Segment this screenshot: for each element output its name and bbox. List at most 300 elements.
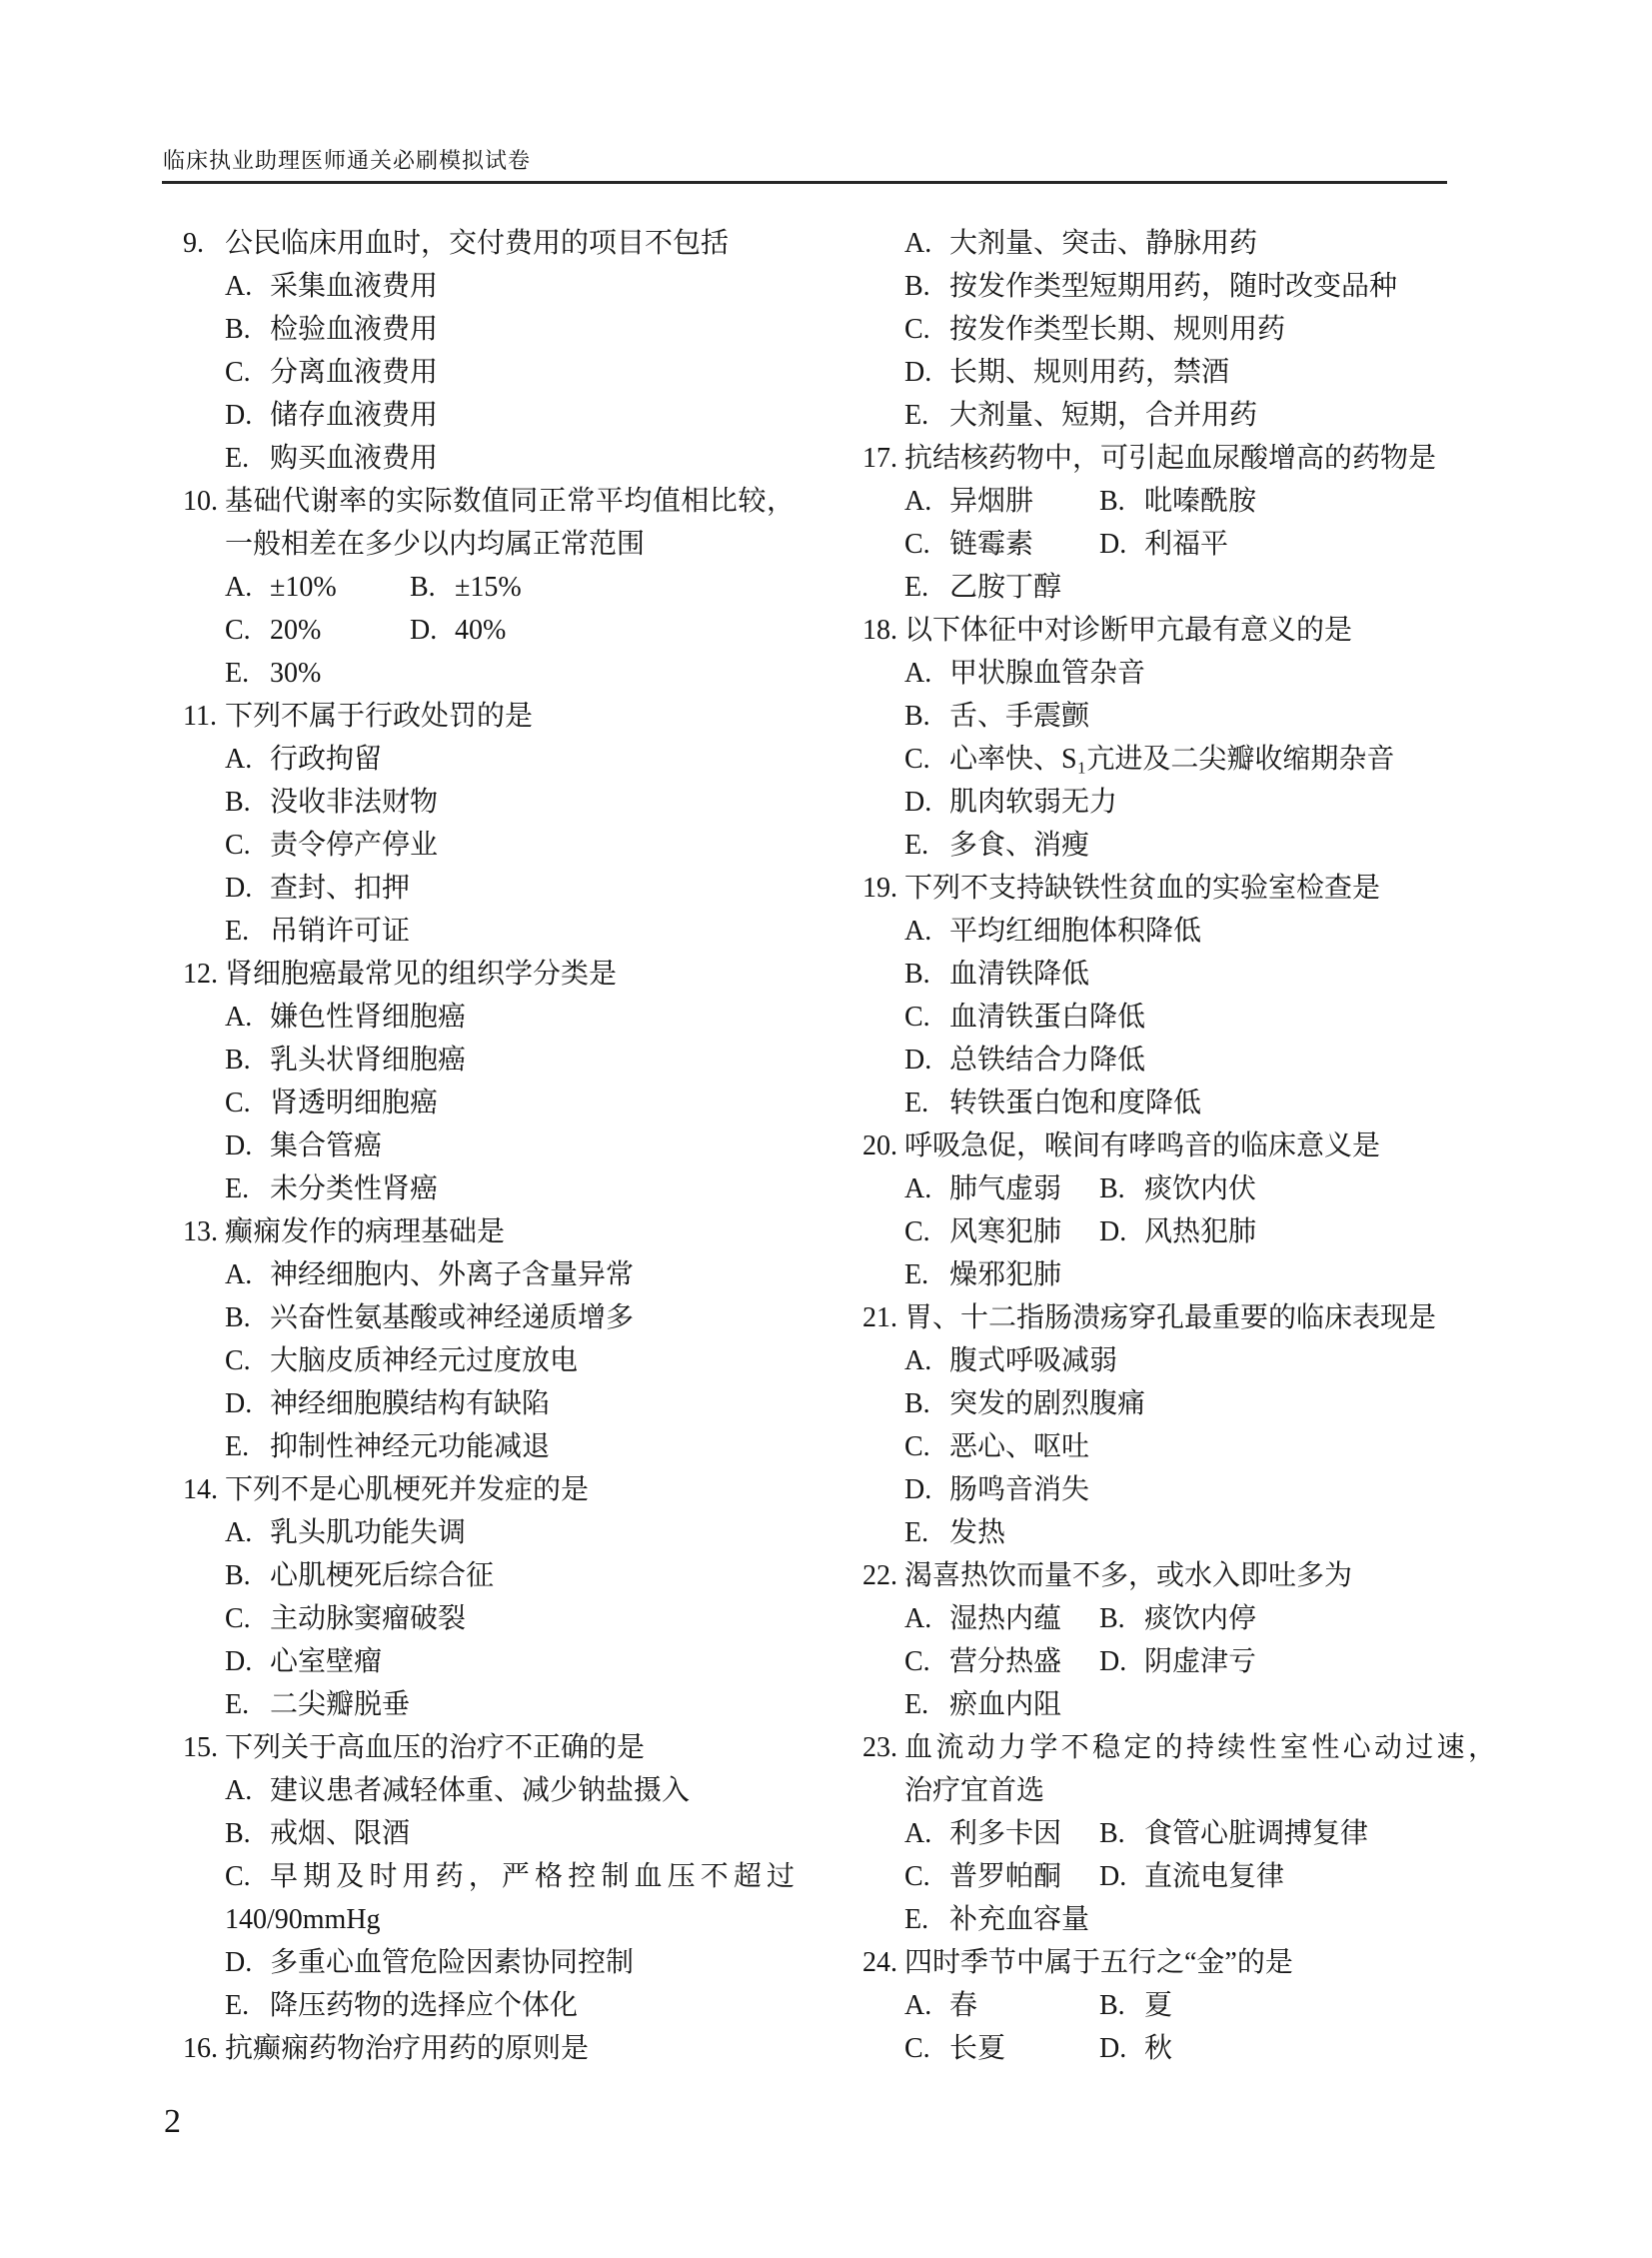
option-text: 普罗帕酮 bbox=[949, 1861, 1062, 1892]
option bbox=[904, 2027, 1099, 2070]
option bbox=[1099, 1812, 1496, 1855]
option bbox=[904, 1167, 1099, 1210]
option-text: 查封、扣押 bbox=[270, 873, 411, 904]
option-text: 春 bbox=[949, 1990, 978, 2021]
option-row bbox=[183, 1769, 795, 1812]
option-text: 湿热内蕴 bbox=[949, 1603, 1062, 1634]
options-row bbox=[862, 1640, 1496, 1683]
option-row bbox=[862, 1468, 1496, 1511]
option-text: 风热犯肺 bbox=[1144, 1216, 1257, 1247]
question-stem-line: 抗结核药物中，可引起血尿酸增高的药物是 bbox=[904, 443, 1437, 474]
indent-spacer bbox=[183, 1511, 225, 1554]
question-row bbox=[183, 1726, 795, 1769]
option bbox=[904, 566, 1496, 609]
option-label: B. bbox=[1099, 1990, 1125, 2021]
option-text: 心室壁瘤 bbox=[270, 1646, 383, 1677]
question-number bbox=[862, 1769, 904, 1812]
option-row bbox=[183, 1382, 795, 1425]
option-row bbox=[183, 308, 795, 351]
indent-spacer bbox=[183, 996, 225, 1039]
question-number: 20. bbox=[862, 1130, 897, 1161]
option-label: E. bbox=[225, 1431, 250, 1462]
options-row bbox=[183, 609, 795, 652]
question-row bbox=[862, 1769, 1496, 1812]
indent-spacer bbox=[862, 910, 904, 953]
option-label: C. bbox=[904, 1861, 930, 1892]
option-row bbox=[183, 824, 795, 867]
options-row bbox=[862, 1167, 1496, 1210]
option-label: D. bbox=[410, 615, 438, 646]
indent-spacer bbox=[862, 1253, 904, 1296]
option-label: B. bbox=[410, 572, 436, 603]
question-stem-line: 渴喜热饮而量不多，或水入即吐多为 bbox=[904, 1560, 1353, 1591]
option-label: B. bbox=[225, 314, 251, 345]
option-label: E. bbox=[904, 1259, 929, 1290]
indent-spacer bbox=[183, 566, 225, 609]
option-label: E. bbox=[904, 830, 929, 861]
option-label: B. bbox=[225, 1818, 251, 1849]
option-label: C. bbox=[904, 744, 930, 775]
indent-spacer bbox=[862, 996, 904, 1039]
option-label: B. bbox=[225, 1560, 251, 1591]
option-text: 心率快、S₁亢进及二尖瓣收缩期杂音 bbox=[949, 744, 1395, 775]
option bbox=[1099, 480, 1496, 523]
option-row bbox=[183, 1167, 795, 1210]
option-row bbox=[862, 1382, 1496, 1425]
question-row bbox=[183, 1210, 795, 1253]
option bbox=[225, 652, 795, 695]
question-number: 11. bbox=[183, 701, 217, 732]
indent-spacer bbox=[862, 652, 904, 695]
option-row bbox=[183, 394, 795, 437]
option-label: A. bbox=[904, 1818, 932, 1849]
option-text: 兴奋性氨基酸或神经递质增多 bbox=[270, 1302, 635, 1333]
option-text: 没收非法财物 bbox=[270, 787, 439, 818]
option-text: 神经细胞内、外离子含量异常 bbox=[270, 1259, 635, 1290]
indent-spacer bbox=[862, 523, 904, 566]
question-row bbox=[862, 867, 1496, 910]
option-text: 储存血液费用 bbox=[270, 400, 439, 431]
indent-spacer bbox=[862, 1339, 904, 1382]
option-row bbox=[183, 437, 795, 480]
option-text: 吡嗪酰胺 bbox=[1144, 486, 1257, 517]
indent-spacer bbox=[862, 781, 904, 824]
option-label: B. bbox=[904, 1388, 930, 1419]
option-text: 食管心脏调搏复律 bbox=[1144, 1818, 1369, 1849]
question-stem-line: 抗癫痫药物治疗用药的原则是 bbox=[225, 2033, 590, 2064]
option bbox=[410, 566, 795, 609]
option-text: 大剂量、突击、静脉用药 bbox=[949, 228, 1258, 259]
question-column-right bbox=[862, 222, 1496, 2070]
option-label: E. bbox=[225, 443, 250, 474]
option-label: B. bbox=[904, 271, 930, 302]
option-text: 戒烟、限酒 bbox=[270, 1818, 411, 1849]
option-label: A. bbox=[225, 1259, 253, 1290]
option-text: 按发作类型短期用药，随时改变品种 bbox=[949, 271, 1398, 302]
indent-spacer bbox=[862, 824, 904, 867]
question-stem-line: 下列不是心肌梗死并发症的是 bbox=[225, 1474, 590, 1505]
option bbox=[1099, 1855, 1496, 1898]
option-label: C. bbox=[225, 1088, 251, 1119]
option-row bbox=[862, 394, 1496, 437]
option-row bbox=[183, 738, 795, 781]
option-label: E. bbox=[904, 1517, 929, 1548]
option-label: C. bbox=[904, 1431, 930, 1462]
question-stem-line: 下列关于高血压的治疗不正确的是 bbox=[225, 1732, 646, 1763]
option-text: 140/90mmHg bbox=[225, 1904, 381, 1935]
options-row bbox=[862, 1683, 1496, 1726]
option-text: 利多卡因 bbox=[949, 1818, 1062, 1849]
options-row bbox=[183, 652, 795, 695]
option-label: E. bbox=[225, 1990, 250, 2021]
option-label: B. bbox=[225, 1302, 251, 1333]
option-label: D. bbox=[225, 1947, 253, 1978]
option-text: 二尖瓣脱垂 bbox=[270, 1689, 411, 1720]
option-row bbox=[183, 1683, 795, 1726]
indent-spacer bbox=[183, 1425, 225, 1468]
option-label: B. bbox=[225, 787, 251, 818]
option-text: 异烟肼 bbox=[949, 486, 1034, 517]
option-text: 血清铁降低 bbox=[949, 959, 1090, 990]
indent-spacer bbox=[183, 265, 225, 308]
option-label: D. bbox=[225, 873, 253, 904]
option-label: A. bbox=[225, 1775, 253, 1806]
option-label: C. bbox=[225, 1861, 251, 1892]
option-row bbox=[862, 781, 1496, 824]
question-number: 21. bbox=[862, 1302, 897, 1333]
option-row bbox=[183, 1597, 795, 1640]
option-label: A. bbox=[225, 271, 253, 302]
option-label: E. bbox=[904, 1904, 929, 1935]
option-row bbox=[862, 910, 1496, 953]
indent-spacer bbox=[862, 1812, 904, 1855]
option-text: 长期、规则用药，禁酒 bbox=[949, 357, 1230, 388]
option-label: D. bbox=[1099, 1646, 1127, 1677]
question-stem-line: 癫痫发作的病理基础是 bbox=[225, 1216, 506, 1247]
indent-spacer bbox=[862, 1898, 904, 1941]
option-text: 抑制性神经元功能减退 bbox=[270, 1431, 551, 1462]
question-number: 9. bbox=[183, 228, 204, 259]
indent-spacer bbox=[862, 1382, 904, 1425]
question-row bbox=[862, 1941, 1496, 1984]
option bbox=[1099, 2027, 1496, 2070]
option-text: 风寒犯肺 bbox=[949, 1216, 1062, 1247]
indent-spacer bbox=[862, 1167, 904, 1210]
question-stem-line: 一般相差在多少以内均属正常范围 bbox=[225, 529, 646, 560]
option-label: E. bbox=[904, 400, 929, 431]
question-row bbox=[862, 437, 1496, 480]
option bbox=[904, 1855, 1099, 1898]
indent-spacer bbox=[862, 394, 904, 437]
option-text: 主动脉窦瘤破裂 bbox=[270, 1603, 467, 1634]
option-row bbox=[183, 265, 795, 308]
option-row bbox=[862, 652, 1496, 695]
indent-spacer bbox=[183, 1597, 225, 1640]
option-row bbox=[183, 1253, 795, 1296]
question-number: 10. bbox=[183, 486, 218, 517]
option-text: 恶心、呕吐 bbox=[949, 1431, 1090, 1462]
option-row bbox=[183, 1339, 795, 1382]
indent-spacer bbox=[183, 1640, 225, 1683]
option-label: A. bbox=[904, 1603, 932, 1634]
option-label: A. bbox=[904, 486, 932, 517]
indent-spacer bbox=[862, 1082, 904, 1125]
option-text: 乳头肌功能失调 bbox=[270, 1517, 467, 1548]
option-row bbox=[862, 1082, 1496, 1125]
option-text: 秋 bbox=[1144, 2033, 1173, 2064]
option bbox=[904, 1812, 1099, 1855]
option-label: C. bbox=[904, 1002, 930, 1033]
option bbox=[904, 523, 1099, 566]
option-label: B. bbox=[1099, 1818, 1125, 1849]
option-text: 舌、手震颤 bbox=[949, 701, 1090, 732]
indent-spacer bbox=[862, 1210, 904, 1253]
option-text: 燥邪犯肺 bbox=[949, 1259, 1062, 1290]
option bbox=[904, 1597, 1099, 1640]
indent-spacer bbox=[183, 1554, 225, 1597]
option-text: 甲状腺血管杂音 bbox=[949, 658, 1146, 689]
option bbox=[1099, 1597, 1496, 1640]
option-label: C. bbox=[225, 357, 251, 388]
option bbox=[904, 1683, 1496, 1726]
indent-spacer bbox=[183, 1898, 225, 1941]
option-text: 痰饮内停 bbox=[1144, 1603, 1257, 1634]
question-number: 18. bbox=[862, 615, 897, 646]
option-row bbox=[183, 1554, 795, 1597]
indent-spacer bbox=[862, 738, 904, 781]
indent-spacer bbox=[183, 781, 225, 824]
option-text: 按发作类型长期、规则用药 bbox=[949, 314, 1286, 345]
option-text: 30% bbox=[270, 658, 322, 689]
question-stem-line: 治疗宜首选 bbox=[904, 1775, 1045, 1806]
page-header-title: 临床执业助理医师通关必刷模拟试卷 bbox=[163, 148, 532, 173]
option-row bbox=[862, 996, 1496, 1039]
indent-spacer bbox=[183, 867, 225, 910]
indent-spacer bbox=[862, 566, 904, 609]
option-text: 链霉素 bbox=[949, 529, 1034, 560]
option-label: E. bbox=[225, 1173, 250, 1204]
option-label: D. bbox=[225, 1388, 253, 1419]
option-text: 发热 bbox=[949, 1517, 1006, 1548]
options-row bbox=[862, 566, 1496, 609]
option-label: D. bbox=[225, 1130, 253, 1161]
option bbox=[225, 566, 410, 609]
indent-spacer bbox=[862, 265, 904, 308]
option-label: A. bbox=[225, 744, 253, 775]
header-rule bbox=[162, 181, 1447, 184]
indent-spacer bbox=[862, 695, 904, 738]
question-row bbox=[183, 523, 795, 566]
option-row bbox=[183, 351, 795, 394]
question-stem-line: 胃、十二指肠溃疡穿孔最重要的临床表现是 bbox=[904, 1302, 1437, 1333]
question-stem-line: 基础代谢率的实际数值同正常平均值相比较， bbox=[225, 486, 795, 517]
options-row bbox=[862, 1253, 1496, 1296]
option-label: E. bbox=[904, 572, 929, 603]
option-text: 多食、消瘦 bbox=[949, 830, 1090, 861]
option-text: 补充血容量 bbox=[949, 1904, 1090, 1935]
question-stem-line: 呼吸急促，喉间有哮鸣音的临床意义是 bbox=[904, 1130, 1381, 1161]
option-label: B. bbox=[1099, 1173, 1125, 1204]
option-text: 夏 bbox=[1144, 1990, 1173, 2021]
option-label: D. bbox=[904, 357, 932, 388]
option-label: D. bbox=[225, 400, 253, 431]
indent-spacer bbox=[862, 2027, 904, 2070]
question-row bbox=[183, 480, 795, 523]
option-text: 心肌梗死后综合征 bbox=[270, 1560, 495, 1591]
option-text: 购买血液费用 bbox=[270, 443, 439, 474]
option-row bbox=[183, 1898, 795, 1941]
option bbox=[904, 1898, 1496, 1941]
option-text: ±15% bbox=[455, 572, 522, 603]
option bbox=[1099, 523, 1496, 566]
option-label: B. bbox=[904, 959, 930, 990]
option-text: 神经细胞膜结构有缺陷 bbox=[270, 1388, 551, 1419]
option-text: ±10% bbox=[270, 572, 337, 603]
option bbox=[904, 1984, 1099, 2027]
option-label: D. bbox=[1099, 1216, 1127, 1247]
option-label: B. bbox=[1099, 486, 1125, 517]
indent-spacer bbox=[183, 824, 225, 867]
option-row bbox=[862, 738, 1496, 781]
option-label: E. bbox=[225, 1689, 250, 1720]
option-row bbox=[862, 308, 1496, 351]
options-row bbox=[183, 566, 795, 609]
option-text: 营分热盛 bbox=[949, 1646, 1062, 1677]
option-row bbox=[183, 1082, 795, 1125]
indent-spacer bbox=[862, 480, 904, 523]
question-row bbox=[183, 695, 795, 738]
option-label: D. bbox=[1099, 1861, 1127, 1892]
option-label: C. bbox=[904, 529, 930, 560]
option-text: 血清铁蛋白降低 bbox=[949, 1002, 1146, 1033]
option-text: 总铁结合力降低 bbox=[949, 1045, 1146, 1076]
indent-spacer bbox=[862, 351, 904, 394]
indent-spacer bbox=[183, 1855, 225, 1898]
indent-spacer bbox=[862, 1597, 904, 1640]
question-row bbox=[862, 1726, 1496, 1769]
option-text: 乙胺丁醇 bbox=[949, 572, 1062, 603]
question-stem-line: 以下体征中对诊断甲亢最有意义的是 bbox=[904, 615, 1353, 646]
question-number: 19. bbox=[862, 873, 897, 904]
option-text: 早期及时用药，严格控制血压不超过 bbox=[270, 1861, 795, 1892]
option-text: 肾透明细胞癌 bbox=[270, 1088, 439, 1119]
question-row bbox=[862, 1554, 1496, 1597]
options-row bbox=[862, 1597, 1496, 1640]
indent-spacer bbox=[183, 1683, 225, 1726]
option-row bbox=[183, 781, 795, 824]
options-row bbox=[862, 1984, 1496, 2027]
option-text: 乳头状肾细胞癌 bbox=[270, 1045, 467, 1076]
option bbox=[1099, 1640, 1496, 1683]
options-row bbox=[862, 1855, 1496, 1898]
indent-spacer bbox=[862, 1683, 904, 1726]
question-number: 17. bbox=[862, 443, 897, 474]
option-row bbox=[862, 351, 1496, 394]
option-row bbox=[183, 1511, 795, 1554]
question-row bbox=[862, 1296, 1496, 1339]
option-label: A. bbox=[904, 916, 932, 947]
option-row bbox=[862, 1425, 1496, 1468]
indent-spacer bbox=[183, 1082, 225, 1125]
option-label: A. bbox=[904, 1173, 932, 1204]
indent-spacer bbox=[183, 1812, 225, 1855]
option-row bbox=[183, 1984, 795, 2027]
option-row bbox=[183, 1296, 795, 1339]
option-text: 大剂量、短期，合并用药 bbox=[949, 400, 1258, 431]
question-stem-line: 下列不支持缺铁性贫血的实验室检查是 bbox=[904, 873, 1381, 904]
option bbox=[410, 609, 795, 652]
question-number: 22. bbox=[862, 1560, 897, 1591]
option-text: 嫌色性肾细胞癌 bbox=[270, 1002, 467, 1033]
option-text: 40% bbox=[455, 615, 507, 646]
option-text: 大脑皮质神经元过度放电 bbox=[270, 1345, 579, 1376]
option-text: 腹式呼吸减弱 bbox=[949, 1345, 1118, 1376]
indent-spacer bbox=[183, 910, 225, 953]
option-text: 检验血液费用 bbox=[270, 314, 439, 345]
question-row bbox=[862, 609, 1496, 652]
question-number: 12. bbox=[183, 959, 218, 990]
options-row bbox=[862, 523, 1496, 566]
option-text: 肺气虚弱 bbox=[949, 1173, 1062, 1204]
option-row bbox=[183, 1855, 795, 1898]
option-label: C. bbox=[225, 1603, 251, 1634]
option-text: 瘀血内阻 bbox=[949, 1689, 1062, 1720]
option-row bbox=[183, 1425, 795, 1468]
option-text: 突发的剧烈腹痛 bbox=[949, 1388, 1146, 1419]
option-row bbox=[183, 867, 795, 910]
option-label: A. bbox=[225, 1002, 253, 1033]
option-label: E. bbox=[904, 1689, 929, 1720]
option-label: D. bbox=[1099, 529, 1127, 560]
option-row bbox=[183, 1640, 795, 1683]
option-text: 建议患者减轻体重、减少钠盐摄入 bbox=[270, 1775, 691, 1806]
option-label: A. bbox=[904, 658, 932, 689]
option-label: B. bbox=[904, 701, 930, 732]
option-label: A. bbox=[225, 1517, 253, 1548]
option-text: 采集血液费用 bbox=[270, 271, 439, 302]
option bbox=[904, 1640, 1099, 1683]
options-row bbox=[862, 1210, 1496, 1253]
option-label: A. bbox=[904, 1345, 932, 1376]
indent-spacer bbox=[862, 1984, 904, 2027]
question-row bbox=[183, 2027, 795, 2070]
option-text: 降压药物的选择应个体化 bbox=[270, 1990, 579, 2021]
indent-spacer bbox=[183, 1125, 225, 1167]
option-row bbox=[862, 1039, 1496, 1082]
indent-spacer bbox=[183, 1296, 225, 1339]
option-row bbox=[862, 695, 1496, 738]
option-label: C. bbox=[225, 1345, 251, 1376]
options-row bbox=[862, 1898, 1496, 1941]
option-label: C. bbox=[904, 1216, 930, 1247]
indent-spacer bbox=[183, 437, 225, 480]
option-text: 20% bbox=[270, 615, 322, 646]
option-label: D. bbox=[904, 787, 932, 818]
indent-spacer bbox=[862, 1855, 904, 1898]
option-text: 利福平 bbox=[1144, 529, 1229, 560]
indent-spacer bbox=[183, 652, 225, 695]
question-stem-line: 公民临床用血时，交付费用的项目不包括 bbox=[225, 228, 730, 259]
option-text: 阴虚津亏 bbox=[1144, 1646, 1257, 1677]
indent-spacer bbox=[183, 1167, 225, 1210]
option-label: B. bbox=[225, 1045, 251, 1076]
question-row bbox=[183, 222, 795, 265]
question-stem-line: 肾细胞癌最常见的组织学分类是 bbox=[225, 959, 618, 990]
option bbox=[904, 480, 1099, 523]
question-number: 13. bbox=[183, 1216, 218, 1247]
option-text: 未分类性肾癌 bbox=[270, 1173, 439, 1204]
question-number: 24. bbox=[862, 1947, 897, 1978]
